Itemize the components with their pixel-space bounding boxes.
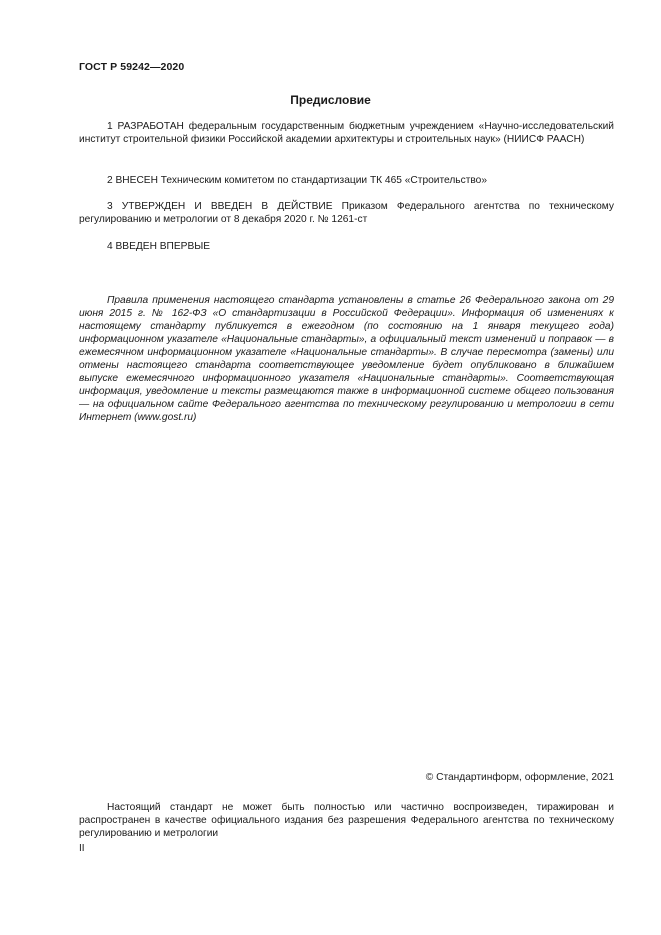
page-title: Предисловие <box>290 93 371 107</box>
page-number: II <box>79 843 85 854</box>
foreword-item-introduced: 2 ВНЕСЕН Техническим комитетом по стандартизации ТК 465 «Строительство» <box>107 175 487 186</box>
foreword-item-developed: 1 РАЗРАБОТАН федеральным государственным бюджетным учреждением «Научно-исследовательский институт строительной физики Российской академии архитектуры и строительных наук» (НИИСФ РААСН) <box>79 121 614 145</box>
foreword-item-approved: 3 УТВЕРЖДЕН И ВВЕДЕН В ДЕЙСТВИЕ Приказом Федерального агентства по техническому регулированию и метрологии от 8 декабря 2020 г. № 1261-ст <box>79 201 614 225</box>
reproduction-restriction: Настоящий стандарт не может быть полностью или частично воспроизведен, тиражирован и распространен в качестве официального издания без разрешения Федерального агентства по техническому регулированию и метрологии <box>79 802 614 839</box>
copyright-line: © Стандартинформ, оформление, 2021 <box>425 772 614 783</box>
standard-code: ГОСТ Р 59242—2020 <box>79 61 185 73</box>
application-rules-notice: Правила применения настоящего стандарта установлены в статье 26 Федерального закона от 29 июня 2015 г. № 162-ФЗ «О стандартизации в Российской Федерации». Информация об изменениях к настоящему стандарту публикуется в ежегодном (по состоянию на 1 января текущего года) информационном указателе «Национальные стандарты», а официальный текст изменений и поправок — в ежемесячном информационном указателе «Национальные стандарты». В случае пересмотра (замены) или отмены настоящего стандарта соответствующее уведомление будет опубликовано в ближайшем выпуске ежемесячного информационного указателя «Национальные стандарты». Соответствующая информация, уведомление и тексты размещаются также в информационной системе общего пользования — на официальном сайте Федерального агентства по техническому регулированию и метрологии в сети Интернет (www.gost.ru) <box>79 295 614 423</box>
foreword-item-first-time: 4 ВВЕДЕН ВПЕРВЫЕ <box>107 241 211 252</box>
